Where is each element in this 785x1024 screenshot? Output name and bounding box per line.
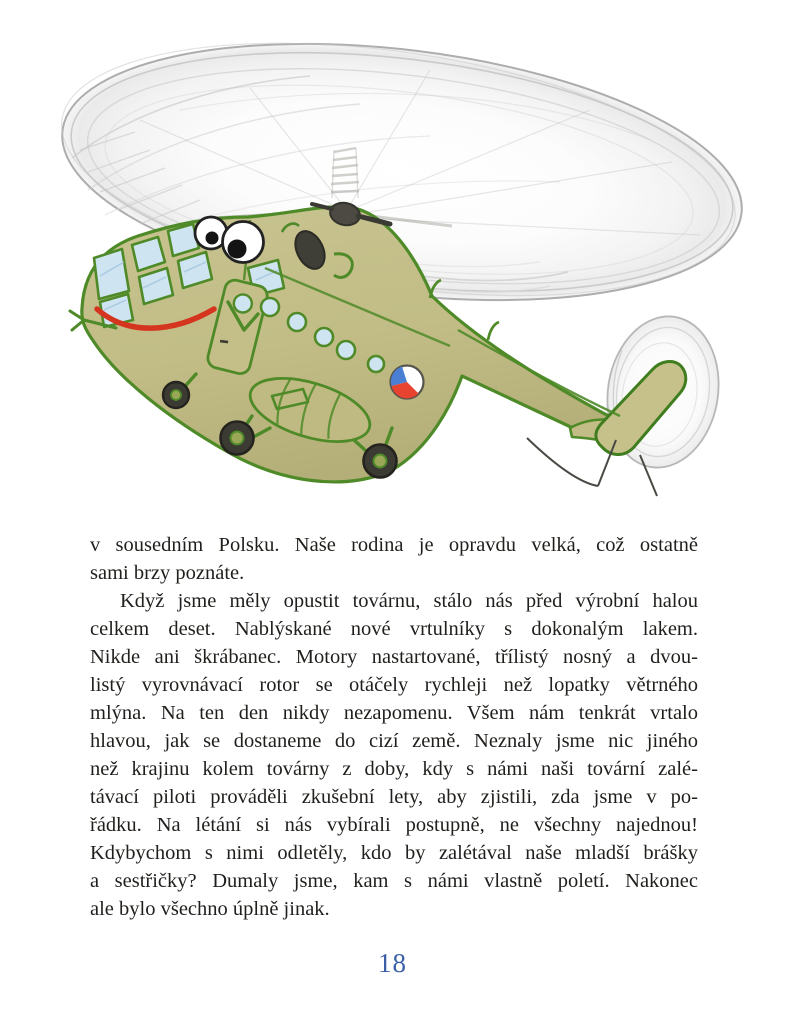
- paragraph-1: [90, 531, 698, 587]
- text-line: ale bylo všechno úplně jinak.: [90, 898, 330, 920]
- text-line: celkem deset. Nablýskané nové vrtulníky s dokonalým lakem.: [90, 618, 698, 640]
- text-line: mlýna. Na ten den nikdy nezapomenu. Všem nám tenkrát vrtalo: [90, 702, 698, 724]
- text-line: sami brzy poznáte.: [90, 562, 245, 584]
- text-line: a sestřičky? Dumaly jsme, kam s námi vlastně poletí. Nakonec: [90, 870, 698, 892]
- text-line: Když jsme měly opustit továrnu, stálo nás před výrobní halou: [120, 590, 698, 612]
- text-line: távací piloti prováděli zkušební lety, aby zjistili, zda jsme v po-: [90, 786, 698, 808]
- text-line: listý vyrovnávací rotor se otáčely rychleji než lopatky větrného: [90, 674, 698, 696]
- text-line: řádku. Na létání si nás vybírali postupně, ne všechny najednou!: [90, 814, 698, 836]
- left-pupil: [206, 232, 219, 245]
- story-text: [90, 531, 698, 923]
- paragraph-2: [90, 587, 698, 923]
- czech-roundel: [391, 366, 424, 399]
- right-pupil: [228, 240, 247, 259]
- text-line: Nikde ani škrábanec. Motory nastartované, třílistý nosný a dvou-: [90, 646, 698, 668]
- text-line: hlavou, jak se dostaneme do cizí země. Neznaly jsme nic jiného: [90, 730, 698, 752]
- text-line: Kdybychom s nimi odletěly, kdo by zalétával naše mladší brášky: [90, 842, 698, 864]
- text-line: v sousedním Polsku. Naše rodina je opravdu velká, což ostatně: [90, 534, 698, 556]
- page-number: 18: [378, 948, 407, 978]
- text-line: než krajinu kolem továrny z doby, kdy s námi naši tovární zalé-: [90, 758, 698, 780]
